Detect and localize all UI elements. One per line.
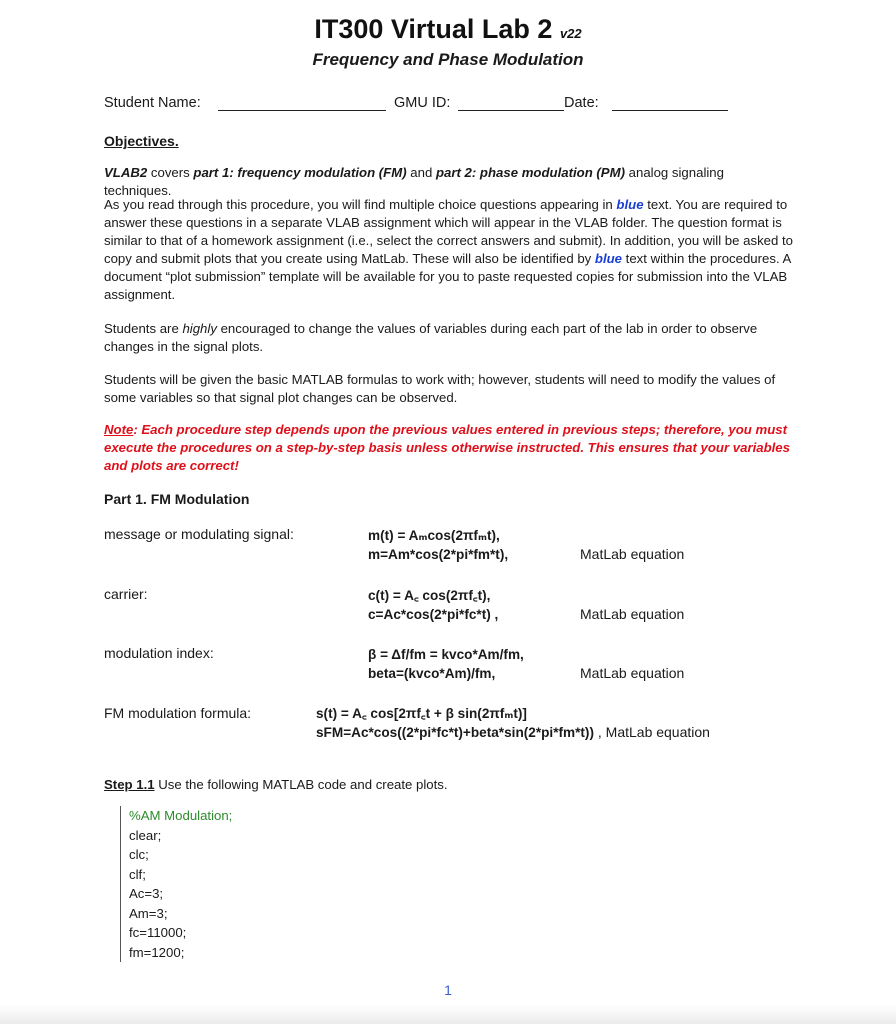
code-block [120,806,232,962]
message-equation [368,526,508,564]
objectives-paragraph-1 [104,196,794,304]
carrier-label: carrier: [104,586,148,602]
index-equation [368,645,524,683]
objectives-heading: Objectives. [104,133,179,149]
message-eq-math: m(t) = Aₘcos(2πfₘt), [368,528,500,543]
index-eq-math: β = Δf/fm = kvco*Am/fm, [368,647,524,662]
index-label: modulation index: [104,645,214,661]
title-text: IT300 Virtual Lab 2 [314,14,553,44]
intro-vlab2: VLAB2 [104,165,148,180]
student-name-blank [218,96,386,116]
intro-text-3: analog signaling techniques. [104,165,724,198]
date-blank [612,96,728,116]
p1-text-b: text. You are required to answer these questions in a separate VLAB assignment which will appear in the VLAB folder. The question format is similar to that of a homework assignment (i.e., select the correct answers and submit). In addition, you will be asked to copy and submit plots that you create using MatLab. These will also be identified by [104,197,793,266]
index-eq-matlab: beta=(kvco*Am)/fm, [368,666,496,681]
objectives-intro [104,164,794,200]
note-text: : Each procedure step depends upon the previous values entered in previous steps; therefore, you must execute the procedures on a step-by-step basis unless otherwise instructed. This ensures that your variables and plots are correct! [104,422,790,473]
student-name-label: Student Name: [104,95,201,111]
objectives-paragraph-3: Students will be given the basic MATLAB formulas to work with; however, students will need to modify the values of some variables so that signal plot changes can be observed. [104,372,776,405]
step-1-1 [104,776,448,794]
gmu-id-label: GMU ID: [394,95,451,111]
code-line: clc; [129,847,149,862]
fm-eq-matlab: sFM=Ac*cos((2*pi*fc*t)+beta*sin(2*pi*fm*t)) [316,725,594,740]
code-line: %AM Modulation; [129,808,233,823]
carrier-eq-matlab: c=Ac*cos(2*pi*fc*t) , [368,607,499,622]
note-label: Note [104,422,134,437]
carrier-matlab-tag: MatLab equation [580,606,685,622]
doc-subtitle: Frequency and Phase Modulation [312,50,584,69]
doc-title [0,14,896,45]
fm-matlab-tag: , MatLab equation [593,724,710,740]
index-matlab-tag: MatLab equation [580,665,685,681]
code-line: fc=11000; [129,925,187,940]
code-line: fm=1200; [129,944,185,960]
page-bottom-edge [0,1004,896,1024]
carrier-eq-math: c(t) = A꜀ cos(2πf꜀t), [368,588,491,603]
p2-highly: highly [182,321,217,336]
step-label: Step 1.1 [104,777,155,792]
intro-part1: part 1: frequency modulation (FM) [193,165,407,180]
code-line: Am=3; [129,905,168,921]
p1-blue-1: blue [616,197,644,212]
message-eq-matlab: m=Am*cos(2*pi*fm*t), [368,547,509,562]
p2-text-a: Students are [104,321,183,336]
fm-eq-math: s(t) = A꜀ cos[2πf꜀t + β sin(2πfₘt)] [316,706,527,721]
fm-formula-equation [316,704,710,742]
message-label: message or modulating signal: [104,526,294,542]
procedure-note [104,421,794,475]
p2-text-c: encouraged to change the values of variables during each part of the lab in order to observe changes in the signal plots. [104,321,758,354]
date-label: Date: [564,95,599,111]
code-line: Ac=3; [129,886,164,901]
message-matlab-tag: MatLab equation [580,546,685,562]
fm-formula-label: FM modulation formula: [104,705,252,721]
code-line: clear; [129,827,162,843]
step-text: Use the following MATLAB code and create plots. [154,777,448,792]
intro-text-1: covers [147,165,194,180]
p1-text-c: text within the procedures. A document “plot submission” template will be available for you to paste requested copies for submission into the VLAB assignment. [104,251,791,302]
p1-blue-2: blue [594,251,623,266]
intro-text-2: and [406,165,436,180]
intro-part2: part 2: phase modulation (PM) [435,165,625,180]
part1-heading: Part 1. FM Modulation [104,491,250,507]
version-tag: v22 [559,26,582,41]
objectives-paragraph-2 [104,320,794,356]
carrier-equation [368,586,498,624]
gmu-id-blank [458,96,564,116]
page-number: 1 [444,982,452,998]
p1-text-a: As you read through this procedure, you will find multiple choice questions appearing in [104,197,617,212]
code-line: clf; [129,866,146,882]
